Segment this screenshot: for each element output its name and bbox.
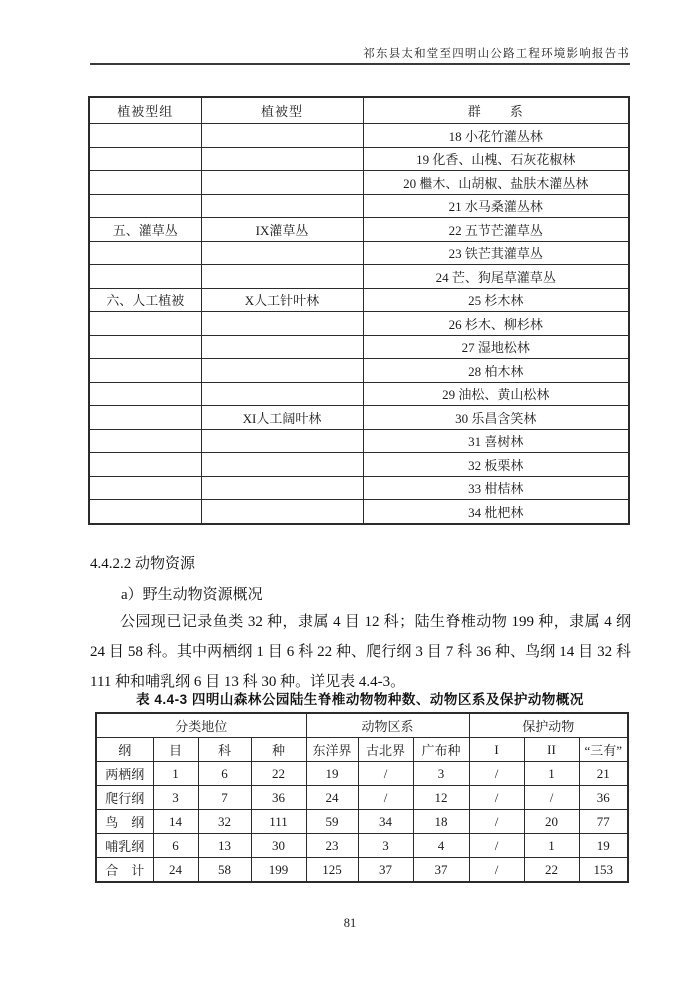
table-cell <box>201 359 363 383</box>
table-cell <box>201 476 363 500</box>
table-cell <box>201 500 363 524</box>
table-cell: 1 <box>524 834 579 858</box>
table-cell: 125 <box>306 858 358 883</box>
table-caption: 表 4.4-3 四明山森林公园陆生脊椎动物物种数、动物区系及保护动物概况 <box>136 692 584 707</box>
table-cell: 18 小花竹灌丛林 <box>363 124 629 148</box>
table-cell: 37 <box>358 858 413 883</box>
group-header-taxonomy: 分类地位 <box>96 713 306 738</box>
col-header-vegetation-type: 植被型 <box>201 97 363 124</box>
table-row <box>96 858 628 883</box>
table-cell: 32 板栗林 <box>363 453 629 477</box>
col-header-class: 纲 <box>96 738 153 762</box>
table-cell: 33 柑桔林 <box>363 476 629 500</box>
table-row <box>89 218 629 242</box>
table-cell: 34 枇杷林 <box>363 500 629 524</box>
table-cell <box>201 265 363 289</box>
table-cell: 153 <box>579 858 628 883</box>
page-number: 81 <box>343 916 357 930</box>
table-cell <box>89 429 201 453</box>
table-cell: 29 油松、黄山松林 <box>363 382 629 406</box>
table-row <box>89 359 629 383</box>
table-row <box>96 786 628 810</box>
table-row <box>96 762 628 786</box>
table-row <box>89 288 629 312</box>
group-header-protected: 保护动物 <box>469 713 628 738</box>
table-cell <box>201 453 363 477</box>
table-cell: 20 <box>524 810 579 834</box>
table-cell: 31 喜树林 <box>363 429 629 453</box>
group-header-fauna-region: 动物区系 <box>306 713 469 738</box>
table-row <box>89 241 629 265</box>
animal-table-header-row <box>96 738 628 762</box>
col-header-family: 科 <box>198 738 251 762</box>
table-cell: 19 <box>579 834 628 858</box>
table-cell: 1 <box>153 762 198 786</box>
table-row <box>89 382 629 406</box>
col-header-class1-protected: I <box>469 738 524 762</box>
table-cell <box>201 335 363 359</box>
col-header-widespread: 广布种 <box>413 738 469 762</box>
animal-table-group-header-row <box>96 713 628 738</box>
table-cell: / <box>469 786 524 810</box>
table-row <box>89 476 629 500</box>
table-cell: / <box>469 834 524 858</box>
table-cell: 合 计 <box>96 858 153 883</box>
table-row <box>89 171 629 195</box>
table-cell: 111 <box>251 810 306 834</box>
table-row <box>89 124 629 148</box>
col-header-palearctic: 古北界 <box>358 738 413 762</box>
table-cell: 58 <box>198 858 251 883</box>
table-row <box>96 810 628 834</box>
table-cell <box>201 124 363 148</box>
table-cell: 6 <box>198 762 251 786</box>
col-header-oriental: 东洋界 <box>306 738 358 762</box>
table-row <box>89 453 629 477</box>
table-cell <box>201 241 363 265</box>
col-header-three-haves: “三有” <box>579 738 628 762</box>
table-cell: 26 杉木、柳杉林 <box>363 312 629 336</box>
table-cell <box>89 171 201 195</box>
table-cell: 20 檵木、山胡椒、盐肤木灌丛林 <box>363 171 629 195</box>
table-cell: / <box>469 810 524 834</box>
table-cell: 12 <box>413 786 469 810</box>
table-cell <box>89 241 201 265</box>
table-cell: 7 <box>198 786 251 810</box>
table-cell: / <box>358 786 413 810</box>
body-paragraph: 公园现已记录鱼类 32 种，隶属 4 目 12 科；陆生脊椎动物 199 种，隶属 4 纲 24 目 58 科。其中两栖纲 1 目 6 科 22 种、爬行纲 3 目 7 科 36 种、鸟纲 14 目 32 科 111 种和哺乳纲 6 目 13 科 30 种。详见表 4.4-3。 <box>90 614 631 690</box>
table-cell: XI人工阔叶林 <box>201 406 363 430</box>
table-cell: 77 <box>579 810 628 834</box>
table-cell <box>201 147 363 171</box>
table-cell: 36 <box>251 786 306 810</box>
table-cell: IX灌草丛 <box>201 218 363 242</box>
table-row <box>89 147 629 171</box>
table-cell: 14 <box>153 810 198 834</box>
col-header-formation: 群 系 <box>363 97 629 124</box>
section-subheading: a）野生动物资源概况 <box>121 587 263 603</box>
table-cell: 五、灌草丛 <box>89 218 201 242</box>
page-header-title: 祁东县太和堂至四明山公路工程环境影响报告书 <box>363 48 630 60</box>
section-heading: 4.4.2.2 动物资源 <box>90 556 196 572</box>
col-header-class2-protected: II <box>524 738 579 762</box>
table-row <box>89 500 629 524</box>
table-row <box>89 335 629 359</box>
table-cell: 30 乐昌含笑林 <box>363 406 629 430</box>
table-cell <box>201 171 363 195</box>
col-header-species: 种 <box>251 738 306 762</box>
table-cell: 6 <box>153 834 198 858</box>
table-cell: 13 <box>198 834 251 858</box>
table-cell: 23 铁芒萁灌草丛 <box>363 241 629 265</box>
table-cell: 22 <box>251 762 306 786</box>
table-cell: 1 <box>524 762 579 786</box>
table-cell <box>89 406 201 430</box>
table-cell: 34 <box>358 810 413 834</box>
table-cell: 19 <box>306 762 358 786</box>
animal-table <box>95 712 629 883</box>
table-cell: 27 湿地松林 <box>363 335 629 359</box>
table-cell <box>89 194 201 218</box>
table-row <box>96 834 628 858</box>
table-cell <box>89 147 201 171</box>
table-cell <box>89 265 201 289</box>
table-cell <box>89 500 201 524</box>
table-cell: 28 柏木林 <box>363 359 629 383</box>
vegetation-table <box>88 96 630 525</box>
table-cell: / <box>358 762 413 786</box>
table-cell: 19 化香、山槐、石灰花椒林 <box>363 147 629 171</box>
table-cell: 3 <box>153 786 198 810</box>
table-cell: 21 水马桑灌丛林 <box>363 194 629 218</box>
table-cell: 24 <box>306 786 358 810</box>
table-cell: 3 <box>358 834 413 858</box>
table-cell: 22 五节芒灌草丛 <box>363 218 629 242</box>
col-header-vegetation-group: 植被型组 <box>89 97 201 124</box>
table-cell: 18 <box>413 810 469 834</box>
table-cell: 24 芒、狗尾草灌草丛 <box>363 265 629 289</box>
table-cell <box>89 359 201 383</box>
table-cell <box>89 453 201 477</box>
table-cell: 3 <box>413 762 469 786</box>
table-cell: 六、人工植被 <box>89 288 201 312</box>
table-cell: 两栖纲 <box>96 762 153 786</box>
table-cell <box>201 194 363 218</box>
table-cell: 59 <box>306 810 358 834</box>
table-cell: 22 <box>524 858 579 883</box>
table-cell: / <box>469 762 524 786</box>
table-cell <box>89 124 201 148</box>
table-cell: 24 <box>153 858 198 883</box>
table-cell <box>89 476 201 500</box>
table-cell: / <box>524 786 579 810</box>
col-header-order: 目 <box>153 738 198 762</box>
table-row <box>89 406 629 430</box>
table-cell: 37 <box>413 858 469 883</box>
table-cell <box>201 312 363 336</box>
table-cell <box>89 335 201 359</box>
table-cell: 21 <box>579 762 628 786</box>
table-cell: 23 <box>306 834 358 858</box>
table-cell: 鸟 纲 <box>96 810 153 834</box>
table-cell: 爬行纲 <box>96 786 153 810</box>
table-cell: 4 <box>413 834 469 858</box>
table-cell: 32 <box>198 810 251 834</box>
table-cell: / <box>469 858 524 883</box>
header-rule <box>90 63 630 65</box>
table-cell: 199 <box>251 858 306 883</box>
table-row <box>89 312 629 336</box>
vegetation-table-header-row <box>89 97 629 124</box>
table-cell: 30 <box>251 834 306 858</box>
table-cell: X人工针叶林 <box>201 288 363 312</box>
table-cell <box>201 429 363 453</box>
table-row <box>89 429 629 453</box>
table-row <box>89 265 629 289</box>
table-cell <box>201 382 363 406</box>
table-row <box>89 194 629 218</box>
table-cell: 25 杉木林 <box>363 288 629 312</box>
table-cell <box>89 382 201 406</box>
table-cell: 36 <box>579 786 628 810</box>
table-cell <box>89 312 201 336</box>
table-cell: 哺乳纲 <box>96 834 153 858</box>
